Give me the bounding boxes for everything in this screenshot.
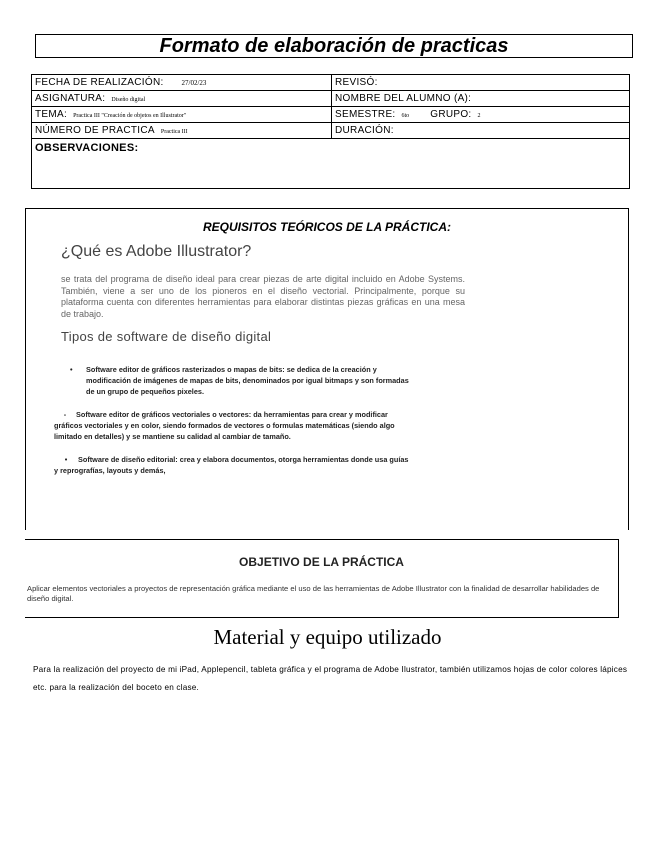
list-item: [54, 454, 410, 476]
fecha-cell: [32, 75, 332, 91]
numero-value: Practica III: [160, 129, 188, 135]
duracion-label: DURACIÓN:: [335, 125, 394, 136]
reviso-label: REVISÓ:: [335, 77, 378, 88]
grupo-value: 2: [477, 113, 481, 119]
material-body: Para la realización del proyecto de mi iPad, Applepencil, tableta gráfica y el programa de Adobe Ilustrator, también utilizamos hojas de color colores lápices etc. para la realización del boceto en clase.: [33, 665, 628, 692]
nombre-cell: [332, 91, 630, 107]
numero-label: NÚMERO DE PRACTICA: [35, 125, 155, 136]
bullet-text: Software de diseño editorial: crea y elabora documentos, otorga herramientas donde usa guías y reprografías, layouts y demás,: [54, 455, 409, 475]
duracion-cell: [332, 123, 630, 139]
semestre-value: 6to: [401, 113, 410, 119]
question-body: se trata del programa de diseño ideal para crear piezas de arte digital incluido en Adobe Systems. También, viene a ser uno de los pioneros en el diseño vectorial. Principalmente, porque su plataforma cuenta con diferentes herramientas para elaborar distintas piezas gráficas en una mesa de trabajo.: [61, 274, 465, 319]
table-row: [32, 123, 630, 139]
bullet-marker: •: [70, 365, 73, 374]
asignatura-cell: [32, 91, 332, 107]
requisitos-section: [25, 208, 629, 530]
objetivo-section: [25, 539, 619, 618]
table-row: [32, 107, 630, 123]
bullet-text: Software editor de gráficos vectoriales o vectores: da herramientas para crear y modificar gráficos vectoriales y en color, siendo formados de vectores o formulas matemáticas (siendo algo limitado en detalles) y se mantiene su calidad al cambiar de tamaño.: [54, 410, 395, 441]
tipos-heading: Tipos de software de diseño digital: [61, 329, 272, 344]
asignatura-value: Diseño digital: [111, 97, 146, 103]
observaciones-label: OBSERVACIONES:: [35, 142, 139, 154]
numero-cell: [32, 123, 332, 139]
tema-label: TEMA:: [35, 109, 68, 120]
list-item: [70, 364, 410, 397]
fecha-value: 27/02/23: [181, 79, 207, 87]
semestre-cell: [332, 107, 630, 123]
bullet-text: Software editor de gráficos rasterizados o mapas de bits: se dedica de la creación y modificación de imágenes de mapas de bits, denominados por igual bitmaps y son formadas de un grupo de pequeños pixeles.: [86, 365, 409, 396]
requisitos-heading: REQUISITOS TEÓRICOS DE LA PRÁCTICA:: [202, 220, 451, 234]
table-row: [32, 139, 630, 189]
nombre-label: NOMBRE DEL ALUMNO (A):: [335, 93, 472, 104]
grupo-label: GRUPO:: [430, 109, 472, 120]
tema-cell: [32, 107, 332, 123]
fecha-label: FECHA DE REALIZACIÓN:: [35, 77, 164, 88]
software-list: [54, 364, 410, 488]
asignatura-label: ASIGNATURA:: [35, 93, 106, 104]
table-row: [32, 75, 630, 91]
observaciones-cell: [32, 139, 630, 189]
list-item: [54, 409, 410, 442]
info-table: [31, 74, 630, 189]
bullet-marker: -: [63, 410, 67, 419]
objetivo-heading: OBJETIVO DE LA PRÁCTICA: [239, 555, 404, 569]
bullet-marker: •: [64, 455, 68, 464]
reviso-cell: [332, 75, 630, 91]
tema-value: Practica III "Creación de objetos en Illustrator": [73, 113, 187, 119]
material-heading: Material y equipo utilizado: [213, 625, 442, 649]
table-row: [32, 91, 630, 107]
page-title: Formato de elaboración de practicas: [35, 34, 633, 58]
question-heading: ¿Qué es Adobe Illustrator?: [61, 243, 252, 260]
objetivo-body: Aplicar elementos vectoriales a proyectos de representación gráfica mediante el uso de las herramientas de Adobe Illustrator con la finalidad de desarrollar habilidades de diseño digital.: [27, 584, 600, 603]
semestre-label: SEMESTRE:: [335, 109, 396, 120]
